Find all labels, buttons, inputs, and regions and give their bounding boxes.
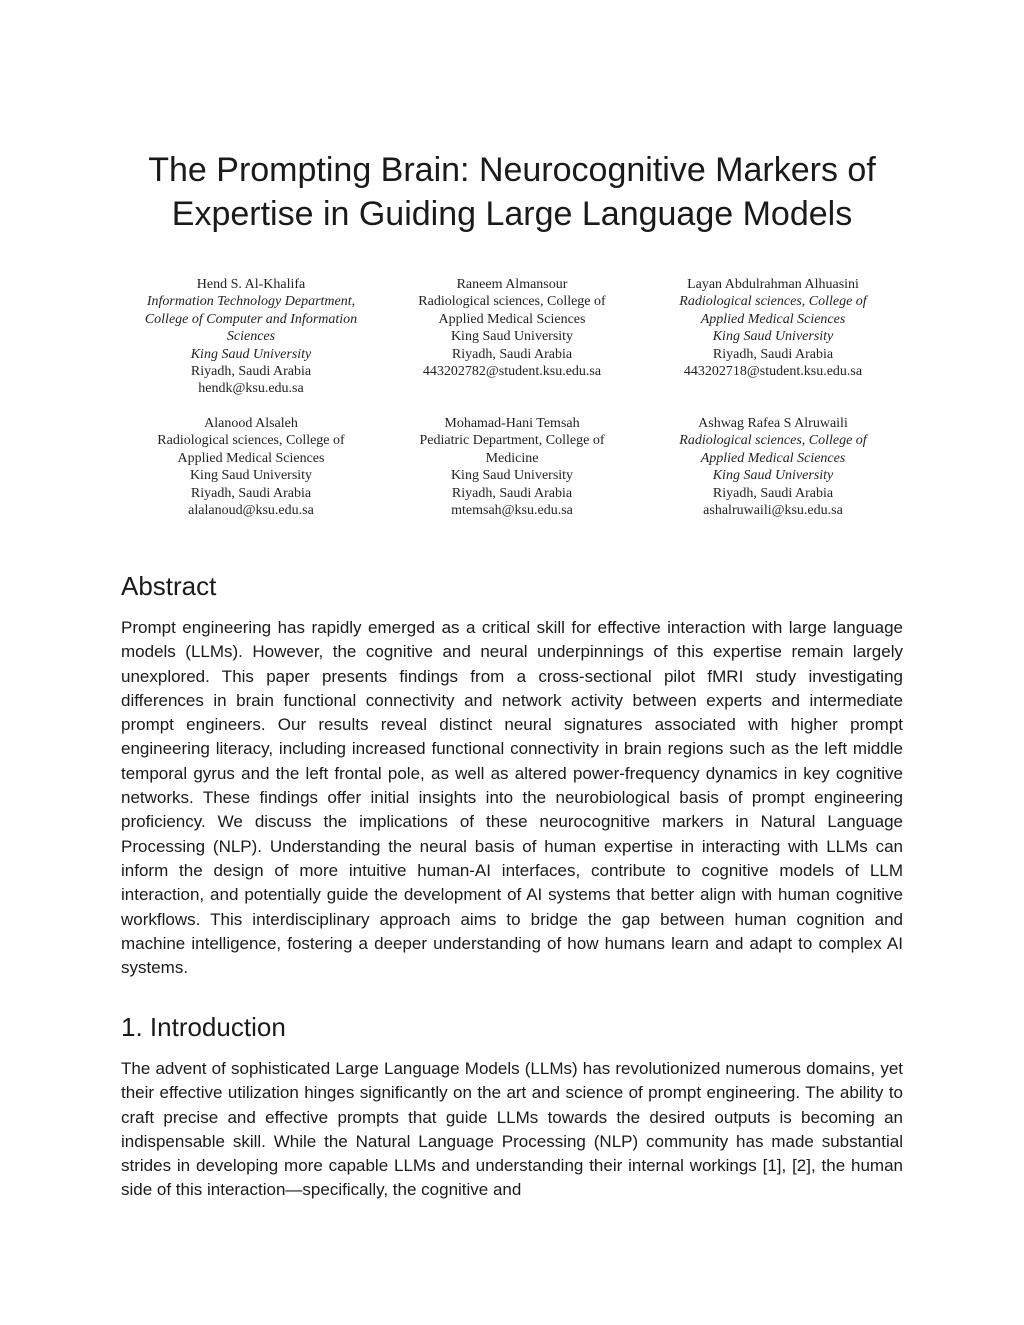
authors-row-2 [121,415,903,519]
author-email: hendk@ksu.edu.sa [198,381,304,397]
author-university: King Saud University [712,329,834,345]
author-affiliation: Radiological sciences, College of [679,294,867,310]
author-block [121,276,381,398]
author-name: Ashwag Rafea S Alruwaili [698,416,848,431]
author-affiliation: Sciences [226,329,276,345]
abstract-text: Prompt engineering has rapidly emerged as a critical skill for effective interaction with large language models (LLMs). However, the cognitive and neural underpinnings of this expertise remain largely unexplored. This paper presents findings from a cross-sectional pilot fMRI study investigating differences in brain functional connectivity and network activity between experts and intermediate prompt engineers. Our results reveal distinct neural signatures associated with higher prompt engineering literacy, including increased functional connectivity in brain regions such as the left middle temporal gyrus and the left frontal pole, as well as altered power-frequency dynamics in key cognitive networks. These findings offer initial insights into the neurobiological basis of prompt engineering proficiency. We discuss the implications of these neurocognitive markers in Natural Language Processing (NLP). Understanding the neural basis of human expertise in interacting with LLMs can inform the design of more intuitive human-AI interfaces, contribute to cognitive models of LLM interaction, and potentially guide the development of AI systems that better align with human cognitive workflows. This interdisciplinary approach aims to bridge the gap between human cognition and machine intelligence, fostering a deeper understanding of how humans learn and adapt to complex AI systems. [121,618,903,978]
title-line-1: The Prompting Brain: Neurocognitive Markers of [148,151,876,189]
author-email: 443202718@student.ksu.edu.sa [683,364,863,380]
author-email: 443202782@student.ksu.edu.sa [422,364,602,380]
paper-title [0,148,1024,236]
author-block [381,276,643,398]
introduction-heading: 1. Introduction [121,1012,286,1042]
author-university: King Saud University [190,346,312,362]
author-affiliation: Applied Medical Sciences [438,311,586,327]
author-block [643,415,903,519]
author-email: mtemsah@ksu.edu.sa [451,503,573,519]
author-location: Riyadh, Saudi Arabia [451,346,573,362]
author-affiliation: Applied Medical Sciences [177,450,325,466]
author-affiliation: College of Computer and Information [144,311,358,327]
author-affiliation: Information Technology Department, [146,294,356,310]
author-block [381,415,643,519]
author-affiliation: Radiological sciences, College of [418,294,606,310]
author-affiliation: Radiological sciences, College of [157,433,345,449]
author-affiliation: Applied Medical Sciences [700,450,846,466]
author-university: King Saud University [450,468,574,484]
abstract-heading: Abstract [121,571,217,601]
author-name: Mohamad-Hani Temsah [444,416,580,431]
author-location: Riyadh, Saudi Arabia [451,485,573,501]
title-line-2: Expertise in Guiding Large Language Models [171,195,853,233]
author-university: King Saud University [450,329,574,345]
authors-row-1 [121,276,903,398]
author-name: Hend S. Al-Khalifa [196,277,306,292]
author-name: Alanood Alsaleh [204,416,298,431]
author-affiliation: Medicine [485,450,539,466]
author-block [121,415,381,519]
author-location: Riyadh, Saudi Arabia [712,485,834,501]
introduction-text: The advent of sophisticated Large Language Models (LLMs) has revolutionized numerous domains, yet their effective utilization hinges significantly on the art and science of prompt engineering. The ability to craft precise and effective prompts that guide LLMs towards the desired outputs is becoming an indispensable skill. While the Natural Language Processing (NLP) community has made substantial strides in developing more capable LLMs and understanding their internal workings [1], [2], the human side of this interaction—specifically, the cognitive and [121,1059,903,1200]
author-affiliation: Applied Medical Sciences [700,311,846,327]
author-location: Riyadh, Saudi Arabia [190,364,312,380]
author-name: Layan Abdulrahman Alhuasini [687,277,859,292]
author-university: King Saud University [712,468,834,484]
author-affiliation: Pediatric Department, College of [419,433,605,449]
author-location: Riyadh, Saudi Arabia [712,346,834,362]
author-block [643,276,903,398]
author-email: alalanoud@ksu.edu.sa [188,503,314,519]
author-affiliation: Radiological sciences, College of [679,433,867,449]
author-university: King Saud University [189,468,313,484]
author-email: ashalruwaili@ksu.edu.sa [703,503,843,519]
author-location: Riyadh, Saudi Arabia [190,485,312,501]
author-name: Raneem Almansour [456,277,568,292]
